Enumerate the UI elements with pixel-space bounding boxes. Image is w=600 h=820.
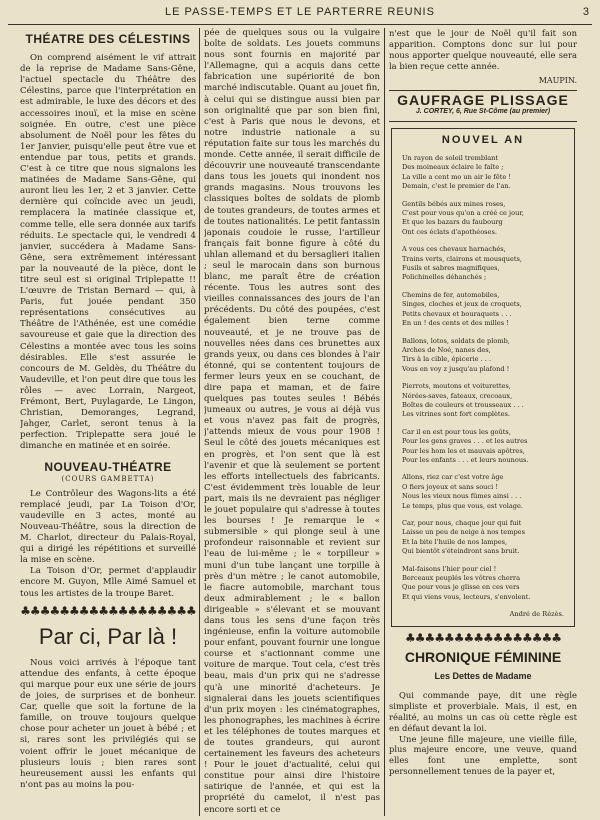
poem-stanza (402, 519, 564, 557)
poem-line: Nous les vieux nous fûmes ainsi . . . (402, 492, 522, 501)
column-3 (389, 28, 577, 816)
divider (389, 90, 577, 91)
chronique-heading: CHRONIQUE FÉMININE (404, 648, 562, 665)
poem-line: Car, pour nous, chaque jour qui fuit (402, 519, 522, 527)
poem-line: Laisse un peu de neige à nos tempes (402, 528, 525, 537)
poem-line: Et que les bazars du faubourg (402, 218, 503, 227)
poem-line: Boîtes de couleurs et trousseaux . . . (402, 400, 524, 409)
poem-line: Trains verts, clairons et mousquets, (402, 254, 523, 263)
poem-line: Un rayon de soleil tremblant (402, 154, 499, 162)
poem-stanza (402, 428, 564, 466)
poem-line: O fiers joyeux et sans souci ! (402, 482, 498, 491)
poem-line: Car il en est pour tous les goûts, (402, 427, 511, 436)
poem-line: Et la bite l'huile de nos lampes, (402, 537, 508, 546)
page-number: 3 (582, 6, 590, 18)
poem-line: Ballons, lotos, soldats de plomb, (402, 336, 510, 345)
ornament-divider: ♣♣♣♣♣♣♣♣♣♣♣♣♣♣♣♣ (404, 632, 562, 644)
poem-line: Demain, c'est le premier de l'an. (402, 182, 511, 191)
nouveau-theatre-heading: NOUVEAU-THÉATRE (44, 460, 172, 475)
nouveau-theatre-subheading: (COURS GAMBETTA) (61, 474, 155, 483)
poem-line: Fusils et sabres magnifiques, (402, 264, 500, 273)
poem-line: Qui bientôt s'éteindront sans bruit. (402, 547, 520, 556)
toys-article-conclusion: n'est que le jour de Noël qu'il fait son apparition. Comptons donc sur lui pour nous apporter quelque nouveauté, elle sera la bien reçue cette année. (389, 28, 577, 71)
poem-line: Chemins de fer, automobiles, (402, 290, 500, 299)
poem-stanza (402, 473, 564, 511)
poem-box (391, 128, 575, 627)
chronique-subheading: Les Dettes de Madame (434, 670, 532, 681)
poem-stanza (402, 154, 564, 192)
celestins-heading: THÉATRE DES CÉLESTINS (25, 32, 191, 46)
poem-line: A vous ces chevaux harnachés, (402, 245, 506, 254)
poem-line: Mal-faisons l'hier pour ciel ! (402, 564, 497, 573)
poem-title: NOUVEL AN (441, 133, 525, 146)
divider (389, 121, 577, 122)
header-title: LE PASSE-TEMPS ET LE PARTERRE REUNIS (165, 6, 435, 18)
chronique-p2: Une jeune fille majeure, une vieille fille, plus majeure encore, une veuve, quand elles font une emplette, sont personnellement tenues de la payer et, (389, 733, 577, 777)
column-2 (204, 28, 380, 816)
poem-line: Pour les enfants . . . et leurs nounous. (402, 455, 529, 464)
poem-line: Pierrots, moutons et voiturettes, (402, 382, 511, 391)
nouveau-theatre-p2: La Toison d'Or, permet d'applaudir encore M. Guyon, Mlle Aimé Samuel et tous les artistes de la troupe Baret. (20, 566, 196, 599)
poem-line: Polichinelles déhanchés ; (402, 273, 487, 282)
poem-line: C'est pour vous qu'on a créé ce jour, (402, 209, 524, 218)
poem-line: Des moineaux éclaire le faîte ; (402, 163, 504, 172)
poem-line: Petits chevaux et bouraquets . . . (402, 309, 512, 318)
poem-line: Que pour vous je glisse en ces vers (402, 583, 520, 592)
celestins-body: On comprend aisément le vif attrait de la reprise de Madame Sans-Gêne, l'actuel spectacle du Théâtre des Célestins, parce que l'interprétation en est admirable, le luxe des décors et des accessoires inouï, et la mise en scène soignée. En outre, c'est une pièce absolument de Noël pour les fêtes du 1er Janvier, puisqu'elle peut être vue et entendue par tous, petits et grands. C'est à ce titre que nous signalons les matinées de Madame Sans-Gêne, qui auront lieu les 1er, 2 et 3 janvier. Cette dernière qui coïncide avec un jeudi, remplacera la matinée classique et, comme telle, elle sera donnée aux tarifs réduits. Le spectacle qui, le vendredi 4 janvier, succédera à Madame Sans-Gêne, sera extrêmement intéressant par la nouveauté de la pièce, dont le titre seul est si original Triplepatte !! L'œuvre de Tristan Bernard — qui, à Paris, fut jouée pendant 350 représentations consécutives au Théâtre de l'Athénée, est une comédie savoureuse et gaie que la direction des Célestins a montée avec tous les soins désirables. Elle s'est assurée le concours de M. Geldès, du Théâtre du Vaudeville, et l'on peut dire que tous les rôles — avec Lorrain, Nargeot, Frémont, Bert, Puylagarde, Le Lingon, Christian, Demoranges, Legrand, Jahger, Carlet, seront tenus à la perfection. Triplepatte sera joué le dimanche en matinée et en soirée. (20, 53, 196, 452)
poem-stanza (402, 245, 564, 283)
poem-line: Ont ces éclats d'apothéoses. (402, 227, 497, 236)
page-header (0, 4, 600, 22)
poem-line: Berceaux peuplés les vôtres cherra (402, 574, 521, 583)
poem-line: Arches de Noé, nanes des, (402, 345, 491, 354)
poem-line: Gentils bébés aux mines roses, (402, 199, 506, 208)
poem-line: Pour les gens graves . . . et les autres (402, 437, 528, 446)
par-ci-par-la-heading: Par ci, Par là ! (38, 623, 178, 649)
poem-text (402, 154, 564, 602)
poem-stanza (402, 291, 564, 329)
poem-stanza (402, 337, 564, 375)
author-signature: MAUPIN. (538, 75, 577, 85)
nouveau-theatre-p1: Le Contrôleur des Wagons-lits a été remplacé jeudi, par La Toison d'Or, vaudeville en 3 actes, monté au Nouveau-Théâtre, sous la direction de M. Charlot, directeur du Palais-Royal, qui a dirigé les répétitions et surveillé la mise en scène. (20, 488, 196, 566)
ornament-divider: ♣♣♣♣♣♣♣♣♣♣♣♣♣♣♣♣♣♣ (20, 605, 196, 617)
toys-article-body: pée de quelques sous ou la vulgaire boîte de soldats. Les jouets communs nous sont fournis en majorité par l'Allemagne, qui a acquis dans cette fabrication une supériorité de bon marché indiscutable. Quant au jouet fin, à celui qui se distingue aussi bien par son originalité que par son bien fini, c'est à Paris que nous le devons, et notre industrie nationale a su réputation faite sur tous les marchés du monde. Cette année, il serait difficile de découvrir une nouveauté transcendante dans tous les jouets qui inondent nos grands magasins. Nous trouvons les classiques boîtes de soldats de plomb de toutes grandeurs, de toutes armes et de toutes nationalités. Le petit fantassin japonais coudoie le russe, l'artilleur français fait bonne figure à côté du uhlan allemand et du bersaglieri italien ; seul le marocain dans son burnous blanc, me paraît être de création récente. Tous les autres sont des vieilles connaissances des jours de l'an précédents. Du côté des poupées, c'est également bien terne comme nouveauté, et je ne trouve pas de nouvelles nées dans ces brunettes aux grands yeux, ou dans ces blondes à l'air étonné, qui se contentent toujours de fermer leurs yeux en se couchant, de dire papa et maman, et de faire quelques pas toutes seules ! Bébés jumeaux ou autres, je vous ai déjà vus et vous n'avez pas fait de progrès, j'attends mieux de vous pour 1908 ! Seul le côté des jouets mécaniques est en progrès, et l'on sent que là est l'avenir et que là seulement se portent les efforts intellectuels des fabricants. C'est évidemment très louable de leur part, mais ils ne devraient pas négliger le jouet populaire qui s'adresse à toutes les bourses ! Je remarque le « submersible » qui plonge seul à une profondeur raisonnable et revient sur l'eau de lui-même ; le « torpilleur » muni d'un tube lançant une torpille à près d'un mètre ; le canot automobile, le fiacre automobile, marchant tous deux admirablement ; le « ballon dirigeable » s'élevant et se mouvant dans tous les sens d'une façon très ingénieuse, enfin la voiture automobile pour enfant, pouvant fournir une longue course et s'actionnant comme une voiture de marque. Tout cela, c'est très beau, mais d'un prix qui ne s'adresse qu'à une minorité d'acheteurs. Je signalerai dans les jouets scientifiques d'un prix moyen : les cinématographes, les phonographes, les machines à écrire et les téléphones de toutes marques et de toutes grandeurs, qui auront certainement les faveurs des acheteurs ! Pour le jouet d'actualité, celui qui constitue pour ainsi dire l'histoire satirique de l'année, et qui est la propriété du camelot, il n'est pas encore sorti et ce (204, 28, 380, 815)
poem-line: Les vitrines sont fort complètes. (402, 410, 510, 419)
poem-line: Allons, riez car c'est votre âge (402, 473, 504, 482)
poem-stanza (402, 565, 564, 603)
poem-line: Nérées-saves, fateaux, crecoaux, (402, 391, 513, 400)
poem-line: Singes, cloches et jeux de croquets, (402, 300, 522, 309)
poem-line: En un ! des cents et des milles ! (402, 319, 509, 328)
poem-line: Vous en voy z jusqu'au plafond ! (402, 364, 510, 373)
header-rule (8, 24, 592, 25)
column-rule-left (199, 28, 200, 816)
poem-line: Et qui viens vous, lecteurs, s'envolent. (402, 592, 531, 601)
poem-author: André de Rézès. (509, 610, 564, 619)
poem-line: Le temps, plus que vous, est volage. (402, 501, 524, 510)
poem-line: La ville a cent mo un air le fête ! (402, 172, 512, 181)
advert-title: GAUFRAGE PLISSAGE (397, 91, 569, 108)
poem-stanza (402, 200, 564, 238)
column-rule-right (384, 28, 385, 816)
column-1 (20, 28, 196, 816)
chronique-p1: Qui commande paye, dit une règle simpliste et proverbiale. Mais, il est, en réalité, au moins un cas où cette règle est en défaut devant la loi. (389, 689, 577, 733)
advert-address: J. CORTEY, 6, Rue St-Côme (au premier) (415, 107, 551, 115)
par-ci-par-la-body: Nous voici arrivés à l'époque tant attendue des enfants, à cette époque qui marque pour eux une série de jours de joies, de surprises et de bonheur. Car, quelle que soit la fortune de la famille, on trouve toujours quelque chose pour acheter un jouet à bébé ; et si, rares sont les privilégiés qui se voient offrir le jouet mécanique de plusieurs louis ; bien rares sont heureusement aussi les enfants qui n'ont pas au moins la pou- (20, 657, 196, 790)
poem-line: Pour les hom les et mauvais apôtres, (402, 446, 525, 455)
poem-stanza (402, 382, 564, 420)
poem-line: Tirs à la cible, épicerie . . . (402, 355, 492, 364)
